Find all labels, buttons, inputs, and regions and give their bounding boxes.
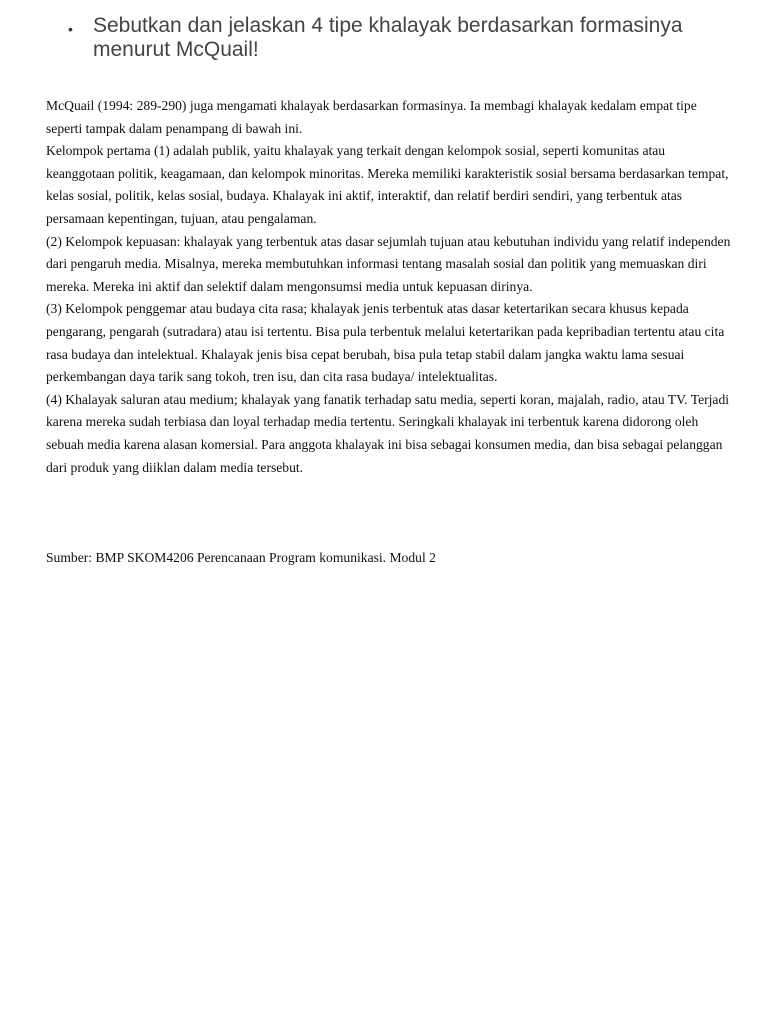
- answer-paragraph-penggemar: (3) Kelompok penggemar atau budaya cita rasa; khalayak jenis terbentuk atas dasar ketertarikan secara khusus kepada pengarang, pengarah (sutradara) atau isi tertentu. Bisa pula terbentuk melalui ketertarikan pada kepribadian tertentu atau cita rasa budaya dan intelektual. Khalayak jenis bisa cepat berubah, bisa pula tetap stabil dalam jangka waktu lama sesuai perkembangan daya tarik sang tokoh, tren isu, dan cita rasa budaya/ intelektualitas.: [46, 301, 725, 385]
- answer-paragraph-saluran: (4) Khalayak saluran atau medium; khalayak yang fanatik terhadap satu media, seperti koran, majalah, radio, atau TV. Terjadi karena mereka sudah terbiasa dan loyal terhadap media tertentu. Seringkali khalayak ini terbentuk karena didorong oleh sebuah media karena alasan komersial. Para anggota khalayak ini bisa sebagai konsumen media, dan bisa sebagai pelanggan dari produk yang diiklan dalam media tersebut.: [46, 391, 730, 475]
- bullet-icon: •: [68, 21, 73, 37]
- question-item: [66, 14, 706, 62]
- question-text: Sebutkan dan jelaskan 4 tipe khalayak berdasarkan formasinya menurut McQuail!: [93, 14, 683, 61]
- source-citation: Sumber: BMP SKOM4206 Perencanaan Program komunikasi. Modul 2: [46, 550, 436, 565]
- answer-paragraph-publik: Kelompok pertama (1) adalah publik, yaitu khalayak yang terkait dengan kelompok sosial, seperti komunitas atau keanggotaan politik, keagamaan, dan kelompok minoritas. Mereka memiliki karakteristik sosial bersama berdasarkan tempat, kelas sosial, politik, kelas sosial, budaya. Khalayak ini aktif, interaktif, dan relatif berdiri sendiri, yang terbentuk atas persamaan kepentingan, tujuan, atau pengalaman.: [46, 143, 729, 226]
- question-list: [66, 14, 706, 62]
- answer-body: [46, 95, 736, 479]
- answer-paragraph-intro: McQuail (1994: 289-290) juga mengamati khalayak berdasarkan formasinya. Ia membagi khalayak kedalam empat tipe seperti tampak dalam penampang di bawah ini.: [46, 98, 697, 136]
- answer-paragraph-kepuasan: (2) Kelompok kepuasan: khalayak yang terbentuk atas dasar sejumlah tujuan atau kebutuhan individu yang relatif independen dari pengaruh media. Misalnya, mereka membutuhkan informasi tentang masalah sosial dan politik yang memuaskan diri mereka. Mereka ini aktif dan selektif dalam mengonsumsi media untuk kepuasan dirinya.: [46, 233, 731, 294]
